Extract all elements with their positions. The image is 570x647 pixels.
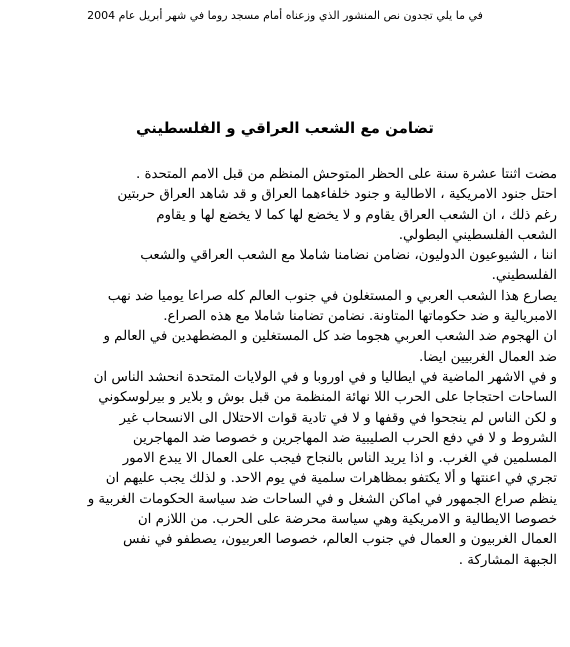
text-line: احتل جنود الامريكية ، الاطالية و جنود خلفاءهما العراق و قد شاهد العراق حربتين xyxy=(117,187,557,203)
header-note: في ما يلي تجدون نص المنشور الذي وزعناه أمام مسجد روما في شهر أبريل عام 2004 xyxy=(87,9,483,22)
text-line: يصارع هذا الشعب العربي و المستغلون في جنوب العالم كله صراعا يوميا ضد نهب xyxy=(107,288,557,304)
text-line: تجري في اعنتها و ألا يكتفو بمظاهرات سلمية في يوم الاحد. و لذلك يجب عليهم ان xyxy=(105,471,557,487)
text-line: الشروط و لا في دفع الحرب الصليبية ضد المهاجرين و خصوصا ضد المهاجرين xyxy=(132,430,557,446)
text-line: الفلسطيني. xyxy=(491,268,557,284)
text-line: الشعب الفلسطيني البطولي. xyxy=(398,227,557,243)
text-line: المسلمين في الغرب. و اذا يريد الناس بالنجاح فيجب على العمال الا يبدع الامور xyxy=(122,451,557,467)
text-line: و لكن الناس لم ينجحوا في وقفها و لا في تادية قوات الاحتلال الى الانسحاب غير xyxy=(119,410,557,426)
text-line: الساحات احتجاجا على الحرب اللا نهائة المنظمة من قبل بوش و بلاير و بيرلوسكوني xyxy=(98,390,557,406)
text-line: مضت اثنتا عشرة سنة على الحظر المتوحش المنظم من قبل الامم المتحدة . xyxy=(135,167,557,182)
body-text xyxy=(6,165,557,571)
text-line: العمال الغربيون و العمال في جنوب العالم، خصوصا العربيون، يصطفو في نفس xyxy=(122,532,557,548)
text-line: الامبريالية و ضد حكوماتها المتاونة. نضامن تضامنا شاملا مع هذه الصراع. xyxy=(163,309,557,325)
text-line: الجبهة المشاركة . xyxy=(458,552,557,568)
text-line: رغم ذلك ، ان الشعب العراق يقاوم و لا يخضع لها كما لا يخضع لها و يقاوم xyxy=(156,207,557,223)
text-line: اننا ، الشيوعيون الدوليون، نضامن نضامنا شاملا مع الشعب العراقي والشعب xyxy=(140,248,557,264)
text-line: ان الهجوم ضد الشعب العربي هجوما ضد كل المستغلين و المضطهدين في العالم و xyxy=(103,329,557,345)
text-line: خصوصا الايطالية و الامريكية وهي سياسة محرضة على الحرب. من اللازم ان xyxy=(137,512,557,528)
text-line: و في الاشهر الماضية في ايطاليا و في اوروبا و في الولايات المتحدة انحشد الناس ان xyxy=(93,369,557,385)
text-line: ينظم صراع الجمهور في اماكن الشغل و في الساحات ضد سياسة الحكومات الغربية و xyxy=(87,491,557,507)
document-title: تضامن مع الشعب العراقي و الفلسطيني xyxy=(136,119,434,137)
text-line: ضد العمال الغربيين ايضا. xyxy=(418,349,557,365)
